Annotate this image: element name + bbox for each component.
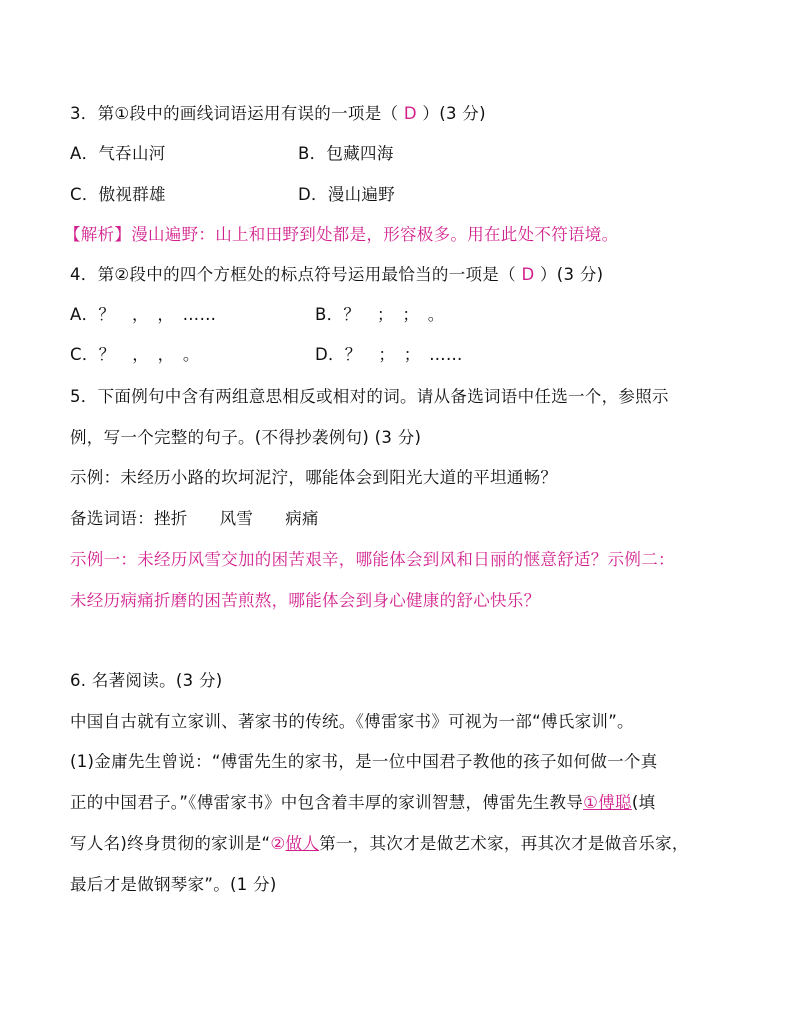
q3-option-c: C．傲视群雄 [70, 185, 166, 204]
q6-sub1-line2 [70, 792, 655, 814]
q6-blank2-answer: 做人 [285, 834, 320, 853]
q5-example: 示例：未经历小路的坎坷泥泞，哪能体会到阳光大道的平坦通畅？ [70, 468, 558, 487]
q3-stem-after: ）(3 分) [416, 104, 486, 123]
q4-stem-after: ）(3 分) [534, 265, 604, 284]
q6-sub1-line3-text: 写人名)终身贯彻的家训是“ [70, 834, 271, 853]
q4-option-a: A．？ ， ， …… [70, 305, 217, 324]
q6-sub1-line4: 最后才是做钢琴家”。(1 分) [70, 875, 277, 894]
q6-intro: 中国自古就有立家训、著家书的传统。《傅雷家书》可视为一部“傅氏家训”。 [70, 712, 634, 731]
q3-stem-before: 3．第①段中的画线词语运用有误的一项是（ [70, 104, 404, 123]
q4-stem [70, 264, 603, 286]
q5-stem-line2: 例，写一个完整的句子。(不得抄袭例句) (3 分) [70, 428, 422, 447]
q5-stem-line1: 5．下面例句中含有两组意思相反或相对的词。请从备选词语中任选一个，参照示 [70, 387, 669, 406]
q3-analysis: 【解析】漫山遍野：山上和田野到处都是，形容极多。用在此处不符语境。 [64, 225, 619, 244]
q3-stem [70, 103, 486, 125]
q5-word-2: 风雪 [219, 509, 254, 528]
q6-title: 6. 名著阅读。(3 分) [70, 671, 223, 690]
q4-option-d: D．？ ； ； …… [315, 345, 463, 364]
q3-option-b: B．包藏四海 [298, 144, 394, 163]
q5-word-3: 病痛 [285, 509, 319, 528]
q6-sub1-line3 [70, 833, 689, 855]
q5-answer-line2: 未经历病痛折磨的困苦煎熬，哪能体会到身心健康的舒心快乐？ [70, 591, 541, 610]
q6-sub1-line1: (1)金庸先生曾说：“傅雷先生的家书，是一位中国君子教他的孩子如何做一个真 [70, 752, 658, 771]
q4-stem-before: 4．第②段中的四个方框处的标点符号运用最恰当的一项是（ [70, 265, 522, 284]
q5-words-label: 备选词语： [70, 509, 154, 528]
q6-blank2-number: ② [270, 834, 286, 853]
q3-answer: D [403, 104, 417, 123]
q6-sub1-line2-text: 正的中国君子。”《傅雷家书》中包含着丰厚的家训智慧，傅雷先生教导 [70, 793, 584, 812]
q5-answer-line1: 示例一：未经历风雪交加的困苦艰辛，哪能体会到风和日丽的惬意舒适？示例二： [70, 550, 675, 569]
q4-option-b: B．？ ； ； 。 [315, 305, 445, 324]
q6-blank1-answer: ①傅聪 [583, 793, 632, 812]
q3-option-d: D．漫山遍野 [298, 185, 396, 204]
q4-answer: D [521, 265, 535, 284]
q5-word-1: 挫折 [154, 509, 188, 528]
q3-option-a: A．气吞山河 [70, 144, 166, 163]
q5-words [70, 508, 319, 530]
q6-sub1-line3-tail: 第一，其次才是做艺术家，再其次才是做音乐家， [319, 834, 689, 853]
q6-sub1-line2-tail: (填 [631, 793, 656, 812]
q4-option-c: C．？ ， ， 。 [70, 345, 200, 364]
